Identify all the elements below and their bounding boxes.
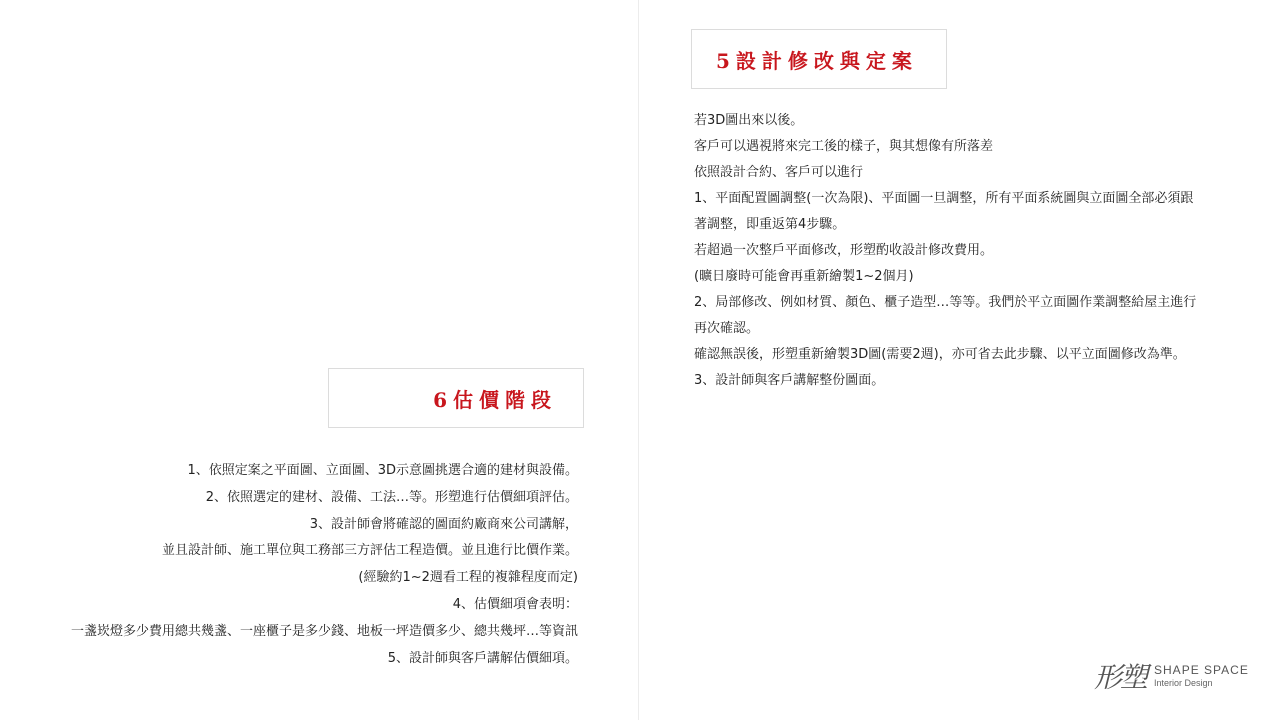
section-5-line: 再次確認。	[694, 321, 760, 336]
section-5-title: 5設計修改與定案	[716, 48, 918, 73]
section-5-line: 若3D圖出來以後。	[694, 113, 804, 128]
section-5-body	[694, 108, 1264, 394]
section-6-line: 4、估價細項會表明：	[452, 596, 578, 612]
page-divider	[638, 0, 639, 720]
logo-wordmark	[1154, 663, 1249, 689]
section-6-body	[0, 458, 578, 672]
section-6-line: 3、設計師會將確認的圖面約廠商來公司講解，	[309, 516, 578, 532]
section-5-line: (曠日廢時可能會再重新繪製1~2個月)	[694, 269, 914, 284]
section-5-line: 客戶可以遇視將來完工後的樣子，與其想像有所落差	[694, 139, 994, 154]
section-5-line: 2、局部修改、例如材質、顏色、櫃子造型…等等。我們於平立面圖作業調整給屋主進行	[694, 295, 1197, 310]
section-5-line: 依照設計合約、客戶可以進行	[694, 165, 864, 180]
logo-subtitle: Interior Design	[1154, 678, 1213, 688]
section-6-line: 一盞崁燈多少費用總共幾盞、一座櫃子是多少錢、地板一坪造價多少、總共幾坪…等資訊	[70, 623, 578, 639]
logo-mark: 形塑	[1094, 661, 1147, 694]
section-6-line: 5、設計師與客戶講解估價細項。	[387, 650, 578, 666]
section-6-line: 1、依照定案之平面圖、立面圖、3D示意圖挑選合適的建材與設備。	[187, 463, 578, 478]
section-5-line: 3、設計師與客戶講解整份圖面。	[694, 373, 885, 388]
company-logo	[1094, 656, 1249, 696]
section-6-line: 2、依照選定的建材、設備、工法…等。形塑進行估價細項評估。	[205, 489, 578, 505]
section-5-line: 若超過一次整戶平面修改，形塑酌收設計修改費用。	[694, 243, 994, 258]
logo-name: SHAPE SPACE	[1154, 663, 1249, 677]
section-5-line: 確認無誤後，形塑重新繪製3D圖(需要2週)，亦可省去此步驟、以平立面圖修改為準。	[694, 347, 1186, 362]
section-5-title-box	[691, 29, 947, 89]
section-5-line: 著調整，即重返第4步驟。	[694, 217, 846, 232]
section-6-title-box	[328, 368, 584, 428]
section-6-line: 並且設計師、施工單位與工務部三方評估工程造價。並且進行比價作業。	[161, 543, 578, 559]
section-6-line: (經驗約1~2週看工程的複雜程度而定)	[358, 570, 578, 586]
section-6-title: 6估價階段	[433, 387, 557, 412]
section-5-line: 1、平面配置圖調整(一次為限)、平面圖一旦調整，所有平面系統圖與立面圖全部必須跟	[694, 191, 1194, 206]
